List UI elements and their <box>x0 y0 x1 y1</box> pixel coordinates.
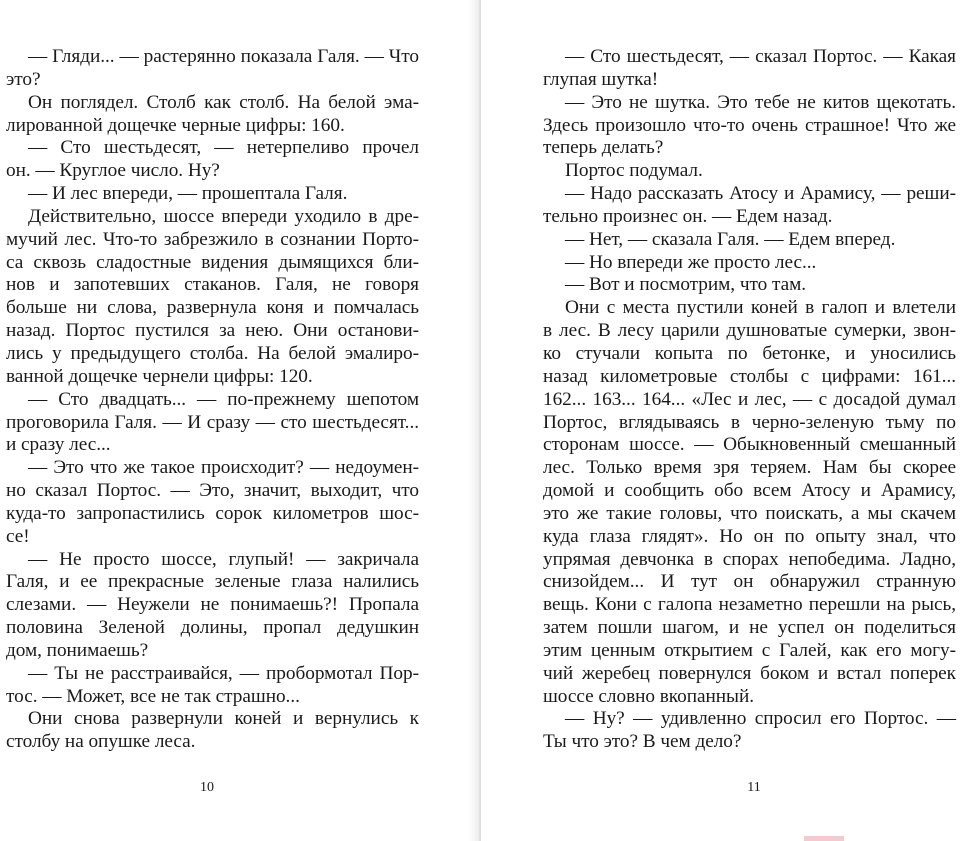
text-line: этим ценным открытием с Галей, как его могу- <box>543 639 956 661</box>
text-line: снизойдем... И тут он обнаружил странную <box>543 571 956 593</box>
text-line: — Ты не расстраивайся, — пробормотал Пор- <box>28 662 419 684</box>
text-line: — Вот и посмотрим, что там. <box>565 274 807 296</box>
text-line: куда глаза глядят». Но он по опыту знал, что <box>543 525 956 547</box>
text-line: Галя, и ее прекрасные зеленые глаза налились <box>6 571 419 593</box>
text-line: тос. — Может, все не так страшно... <box>6 685 300 707</box>
text-line: шоссе словно вкопанный. <box>543 685 754 707</box>
text-line: теперь делать? <box>543 137 664 159</box>
text-line: сторонам шоссе. — Обыкновенный смешанный <box>543 434 956 456</box>
text-line: — Сто шестьдесят, — нетерпеливо прочел <box>28 137 419 159</box>
text-line: назад километровые столбы с цифрами: 161... <box>543 365 956 387</box>
text-line: чий жеребец повернулся боком и встал поперек <box>543 662 956 684</box>
text-line: и сразу лес... <box>6 434 111 456</box>
text-line: упрямая девчонка в спорах непобедима. Ладно, <box>543 548 956 570</box>
right-page <box>481 0 960 841</box>
text-line: мучий лес. Что-то забрезжило в сознании Порто- <box>6 228 419 250</box>
page-number: 10 <box>200 780 214 795</box>
page-number: 11 <box>747 780 761 795</box>
text-line: это же такие головы, что поискать, а мы скачем <box>543 502 956 524</box>
text-line: — Не просто шоссе, глупый! — закричала <box>28 548 419 570</box>
text-line: са сквозь сладостные видения дымящихся бли- <box>6 251 419 273</box>
text-line: — И лес впереди, — прошептала Галя. <box>28 183 348 205</box>
text-line: Портос подумал. <box>565 160 703 182</box>
text-line: Ты что это? В чем дело? <box>543 731 742 753</box>
bookmark-ribbon <box>804 836 844 841</box>
text-line: 162... 163... 164... «Лес и лес, — с досадой думал <box>543 388 956 410</box>
text-line: глупая шутка! <box>543 68 659 90</box>
text-line: — Надо рассказать Атосу и Арамису, — реши- <box>565 183 956 205</box>
text-line: — Но впереди же просто лес... <box>565 251 817 273</box>
text-line: се! <box>6 525 30 547</box>
text-line: Он поглядел. Столб как столб. На белой эма- <box>28 91 419 113</box>
text-line: слезами. — Неужели не понимаешь?! Пропала <box>6 594 419 616</box>
right-page-text <box>543 46 956 754</box>
left-page <box>0 0 479 841</box>
text-line: лись у предыдущего столба. На белой эмалиро- <box>6 342 419 364</box>
text-line: назад. Портос пустился за нею. Они останови- <box>6 320 419 342</box>
text-line: — Сто шестьдесят, — сказал Портос. — Какая <box>565 46 956 67</box>
left-page-text <box>6 46 419 754</box>
text-line: но сказал Портос. — Это, значит, выходит, что <box>6 480 419 502</box>
text-line: он. — Круглое число. Ну? <box>6 160 220 182</box>
text-line: лированной дощечке черные цифры: 160. <box>6 114 345 136</box>
text-line: — Ну? — удивленно спросил его Портос. — <box>565 708 956 730</box>
text-line: — Гляди... — растерянно показала Галя. — Что <box>28 46 419 67</box>
text-line: в лес. В лесу царили душноватые сумерки, звон- <box>543 320 956 342</box>
text-line: нов и запотевших стаканов. Галя, не говоря <box>6 274 419 296</box>
text-line: Здесь произошло что-то очень страшное! Что же <box>543 114 956 136</box>
text-line: куда-то запропастились сорок километров шос- <box>6 502 419 524</box>
text-line: Действительно, шоссе впереди уходило в дре- <box>28 205 419 227</box>
text-line: больше ни слова, развернула коня и помчалась <box>6 297 419 319</box>
text-line: — Это что же такое происходит? — недоумен- <box>28 457 419 479</box>
text-line: столбу на опушке леса. <box>6 731 196 753</box>
text-line: домой и сообщить обо всем Атосу и Арамису, <box>543 480 956 502</box>
text-line: — Это не шутка. Это тебе не китов щекотать. <box>565 91 956 113</box>
text-line: Они с места пустили коней в галоп и влетели <box>565 297 956 319</box>
text-line: половина Зеленой долины, пропал дедушкин <box>6 617 419 639</box>
text-line: ко стучали копыта по бетонке, и уносились <box>543 342 956 364</box>
text-line: дом, понимаешь? <box>6 639 149 661</box>
text-line: Портос, вглядываясь в черно-зеленую тьму по <box>543 411 956 433</box>
text-line: это? <box>6 68 41 90</box>
text-line: тельно произнес он. — Едем назад. <box>543 205 833 227</box>
text-line: лес. Только время зря теряем. Нам бы скорее <box>543 457 956 479</box>
text-line: Они снова развернули коней и вернулись к <box>28 708 419 730</box>
text-line: — Нет, — сказала Галя. — Едем вперед. <box>565 228 896 250</box>
text-line: ванной дощечке чернели цифры: 120. <box>6 365 313 387</box>
text-line: проговорила Галя. — И сразу — сто шестьдесят... <box>6 411 419 433</box>
text-line: вещь. Кони с галопа незаметно перешли на рысь, <box>543 594 956 616</box>
text-line: затем пошли шагом, и не успел он поделиться <box>543 617 956 639</box>
text-line: — Сто двадцать... — по-прежнему шепотом <box>28 388 419 410</box>
